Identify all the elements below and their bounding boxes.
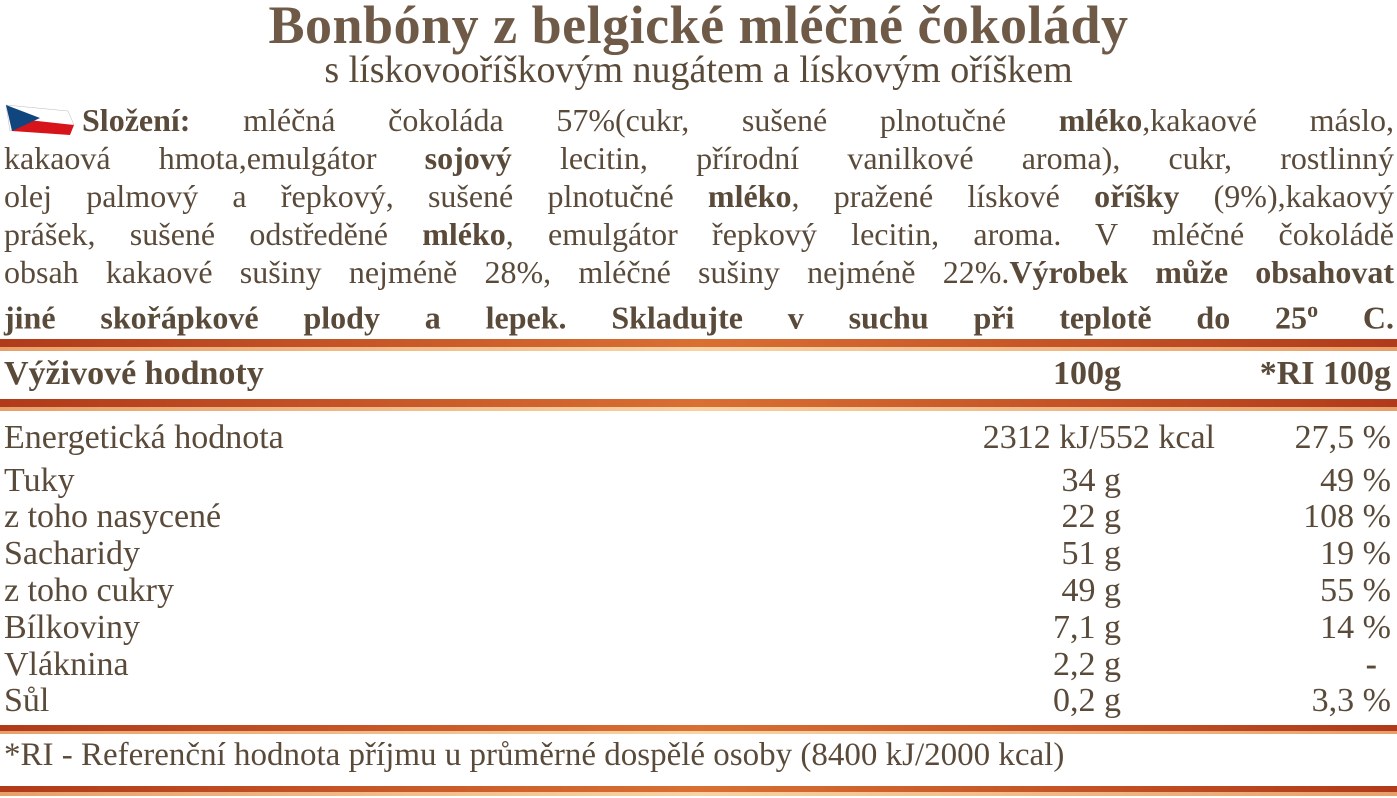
ingredient-bold-text: sojový [424,140,512,176]
nutrition-header-label: Výživové hodnoty [4,355,264,392]
ingredient-text: obsah kakaové sušiny nejméně 28%, mléčné sušiny nejméně 22%. [4,254,1010,290]
ingredient-text: olej palmový a řepkový, sušené plnotučné [4,178,708,214]
nutrition-row [0,646,1397,684]
nutrient-ri: 19 % [1320,535,1391,572]
nutrient-ri: - [1365,646,1377,683]
nutrient-per100: 22 g [1061,498,1121,535]
nutrition-row [0,462,1397,500]
nutrient-ri: 27,5 % [1294,419,1391,456]
nutrition-row [0,419,1397,457]
nutrition-header [0,355,1397,393]
divider-top-highlight [0,347,1397,351]
nutrition-row [0,498,1397,536]
nutrient-per100: 7,1 g [1053,609,1121,646]
nutrient-ri: 49 % [1320,462,1391,499]
ingredient-bold-text: mléko [707,178,792,214]
nutrient-per100: 2312 kJ/552 kcal [982,419,1215,456]
ingredient-bold-text: o [1307,297,1319,322]
ingredient-text: mléčná čokoláda 57%(cukr, sušené plnotučné [190,102,1059,138]
nutrition-row [0,572,1397,610]
ingredient-bold-text: mléko [422,216,506,252]
nutrient-per100: 0,2 g [1053,682,1121,719]
nutrient-ri: 3,3 % [1311,682,1391,719]
nutrition-row [0,535,1397,573]
ingredient-text: , pražené lískové [791,178,1095,214]
nutrient-per100: 49 g [1061,572,1121,609]
ingredient-text: , emulgátor řepkový lecitin, aroma. V mléčné čokoládě [505,216,1394,252]
nutrient-name: Sacharidy [4,535,140,572]
nutrient-per100: 34 g [1061,462,1121,499]
ingredients-line [4,253,1394,291]
czech-flag-icon [4,101,76,137]
nutrient-name: Tuky [4,462,75,499]
ingredients-line [4,177,1394,215]
ingredient-text: lecitin, přírodní vanilkové aroma), cukr, rostlinný [511,140,1395,176]
nutrient-per100: 51 g [1061,535,1121,572]
nutrient-ri: 55 % [1320,572,1391,609]
ingredient-text: (9%),kakaový [1179,178,1395,214]
ingredient-bold-text: Výrobek může obsahovat [1009,254,1395,290]
ingredient-bold-text: mléko [1058,102,1143,138]
nutrient-name: Energetická hodnota [4,419,284,456]
nutrient-name: Bílkoviny [4,609,141,646]
product-subtitle: s lískovooříškovým nugátem a lískovým oříškem [324,49,1073,91]
ingredients-block [4,101,1394,337]
ingredients-line [4,215,1394,253]
ingredients-line [4,291,1394,337]
nutrient-per100: 2,2 g [1053,646,1121,683]
nutrient-ri: 108 % [1303,498,1391,535]
divider-bottom-highlight [0,792,1397,796]
nutrient-name: Sůl [4,682,50,719]
product-title: Bonbóny z belgické mléčné čokolády [268,0,1129,55]
nutrient-name: z toho cukry [4,572,174,609]
nutrient-name: z toho nasycené [4,498,222,535]
nutrition-header-per100: 100g [1053,355,1121,392]
nutrition-row [0,609,1397,647]
ingredient-bold-text: oříšky [1094,178,1180,214]
ingredient-text: prášek, sušené odstředěné [4,216,423,252]
nutrition-row [0,682,1397,720]
ingredient-text: ,kakaové máslo, [1142,102,1395,138]
divider-top [0,339,1397,347]
ingredients-line [4,101,1394,139]
divider-footnote-highlight [0,731,1397,734]
ri-footnote: *RI - Referenční hodnota příjmu u průměrné dospělé osoby (8400 kJ/2000 kcal) [4,737,1065,773]
ingredient-bold-text: jiné skořápkové plody a lepek. Skladujte v suchu při teplotě do 25 [4,299,1308,336]
ingredients-label: Složení: [82,102,191,138]
ingredient-bold-text: C. [1318,299,1395,336]
divider-header-highlight [0,407,1397,411]
nutrient-name: Vláknina [4,646,129,683]
nutrition-header-ri: *RI 100g [1259,355,1391,392]
nutrient-ri: 14 % [1320,609,1391,646]
divider-header [0,399,1397,407]
ingredients-line [4,139,1394,177]
ingredient-text: kakaová hmota,emulgátor [4,140,425,176]
